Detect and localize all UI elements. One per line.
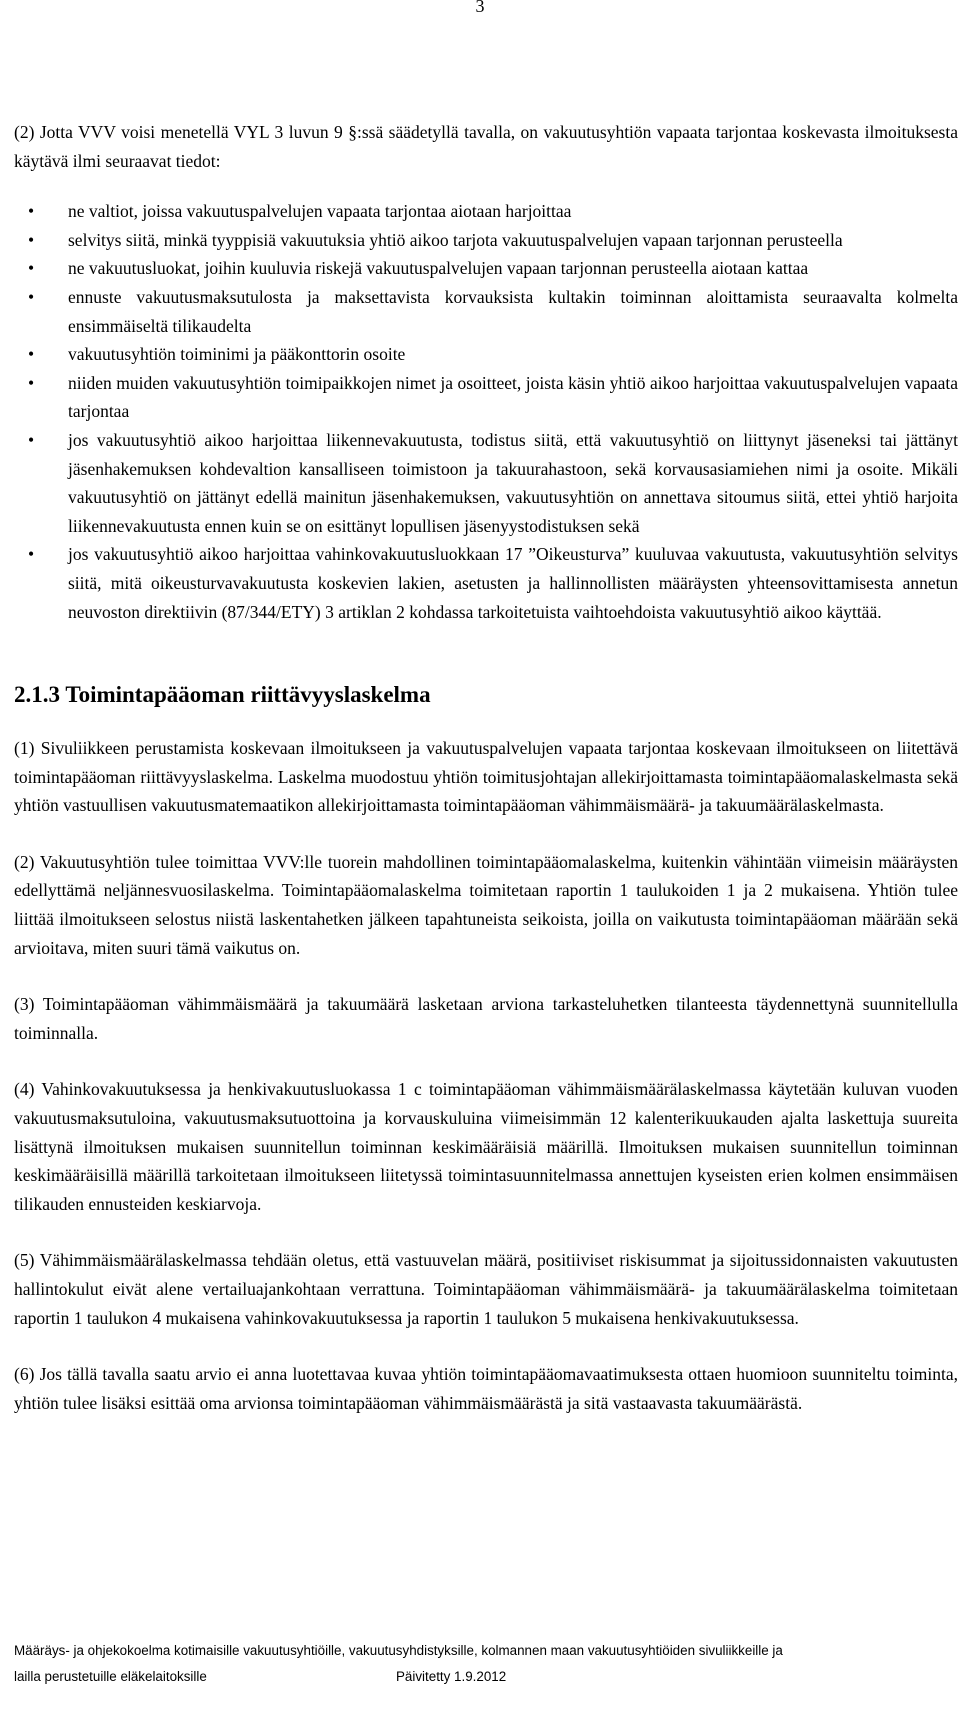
list-item-text: vakuutusyhtiön toiminimi ja pääkonttorin osoite <box>68 344 406 365</box>
list-item <box>14 254 958 283</box>
bullet-icon: • <box>28 344 35 365</box>
bullet-icon: • <box>28 286 35 307</box>
section-paragraph-3: (3) Toimintapääoman vähimmäismäärä ja takuumäärä lasketaan arviona tarkasteluhetken tilanteesta täydennettynä suunnitellulla toiminnalla. <box>14 994 958 1043</box>
list-item <box>14 226 958 255</box>
section-paragraph-4: (4) Vahinkovakuutuksessa ja henkivakuutusluokassa 1 c toimintapääoman vähimmäismäärälaskelmassa käytetään kuluvan vuoden vakuutusmaksutuloina, vakuutusmaksutuottoina ja korvauskuluina viimeisimmän 12 kalenterikuukauden ajalta laskettuja suureita lisättynä ilmoituksen mukaisen suunnitellun toiminnan keskimääräisiä määrillä. Ilmoituksen mukaisen suunnitellun toiminnan keskimääräisillä määrillä tarkoitetaan ilmoitukseen liitetyssä toimintasuunnitelmassa annettujen kyseisten erien kolmen ensimmäisen tilikauden ennusteiden keskiarvoja. <box>14 1079 958 1214</box>
footer-publisher: lailla perustetuille eläkelaitoksille <box>14 1669 207 1684</box>
footer-updated-date: Päivitetty 1.9.2012 <box>396 1669 507 1684</box>
intro-paragraph: (2) Jotta VVV voisi menetellä VYL 3 luvun 9 §:ssä säädetyllä tavalla, on vakuutusyhtiön vapaata tarjontaa koskevasta ilmoituksesta käytävä ilmi seuraavat tiedot: <box>14 122 958 171</box>
list-item-text: ne valtiot, joissa vakuutuspalvelujen vapaata tarjontaa aiotaan harjoittaa <box>68 201 572 222</box>
list-item <box>14 340 958 369</box>
footer-line-2 <box>14 1664 958 1690</box>
list-item <box>14 283 958 340</box>
document-body <box>0 118 960 1445</box>
list-item-text: ne vakuutusluokat, joihin kuuluvia riskejä vakuutuspalvelujen vapaan tarjonnan perusteella aiotaan kattaa <box>68 258 809 279</box>
list-item-text: ennuste vakuutusmaksutulosta ja maksettavista korvauksista kultakin toiminnan aloittamista seuraavalta kolmelta ensimmäiseltä tilikaudelta <box>68 286 958 336</box>
page-number: 3 <box>475 0 485 16</box>
list-item <box>14 426 958 540</box>
list-item-text: jos vakuutusyhtiö aikoo harjoittaa liikennevakuutusta, todistus siitä, että vakuutusyhtiö on liittynyt jäseneksi tai jättänyt jäsenhakemuksen kohdevaltion kansalliseen toimistoon ja takuurahastoon, sekä korvausasiamiehen nimi ja osoite. Mikäli vakuutusyhtiö on jättänyt edellä mainitun jäsenhakemuksen, vakuutusyhtiön on annettava sitoumus siitä, ettei yhtiö harjoita liikennevakuutusta ennen kuin se on esittänyt lopullisen jäsenyystodistuksen sekä <box>68 429 958 536</box>
bullet-icon: • <box>28 429 35 450</box>
bullet-icon: • <box>28 201 35 222</box>
page-footer <box>14 1638 958 1690</box>
footer-line-1: Määräys- ja ohjekokoelma kotimaisille vakuutusyhtiöille, vakuutusyhdistyksille, kolmannen maan vakuutusyhtiöiden sivuliikkeille ja <box>14 1643 783 1658</box>
list-item <box>14 369 958 426</box>
list-item-text: niiden muiden vakuutusyhtiön toimipaikkojen nimet ja osoitteet, joista käsin yhtiö aikoo harjoittaa vakuutuspalvelujen vapaata tarjontaa <box>68 372 958 422</box>
section-paragraph-5: (5) Vähimmäismäärälaskelmassa tehdään oletus, että vastuuvelan määrä, positiiviset riskisummat ja sijoitussidonnaisten vakuutusten hallintokulut eivät alene vertailuajankohtaan verrattuna. Toimintapääoman vähimmäismäärä- ja takuumäärälaskelma toimitetaan raportin 1 taulukon 4 mukaisena vahinkovakuutuksessa ja raportin 1 taulukon 5 mukaisena henkivakuutuksessa. <box>14 1250 958 1328</box>
section-paragraph-6: (6) Jos tällä tavalla saatu arvio ei anna luotettavaa kuvaa yhtiön toimintapääomavaatimuksesta ottaen huomioon suunniteltu toiminta, yhtiön tulee lisäksi esittää oma arvionsa toimintapääoman vähimmäismäärästä ja sitä vastaavasta takuumäärästä. <box>14 1364 958 1413</box>
list-item <box>14 197 958 226</box>
requirements-list <box>14 197 958 626</box>
list-item <box>14 540 958 626</box>
bullet-icon: • <box>28 544 35 565</box>
section-paragraph-2: (2) Vakuutusyhtiön tulee toimittaa VVV:lle tuorein mahdollinen toimintapääomalaskelma, kuitenkin vähintään viimeisin määräysten edellyttämä neljännesvuosilaskelma. Toimintapääomalaskelma toimitetaan raportin 1 taulukoiden 1 ja 2 mukaisena. Yhtiön tulee liittää ilmoitukseen selostus niistä laskentahetken jälkeen tapahtuneista seikoista, joilla on vaikutusta toimintapääoman määrään sekä arvioitava, miten suuri tämä vaikutus on. <box>14 851 958 958</box>
bullet-icon: • <box>28 372 35 393</box>
section-paragraph-1: (1) Sivuliikkeen perustamista koskevaan ilmoitukseen ja vakuutuspalvelujen vapaata tarjontaa koskevaan ilmoitukseen on liitettävä toimintapääoman riittävyyslaskelma. Laskelma muodostuu yhtiön toimitusjohtajan allekirjoittamasta toimintapääomalaskelmasta sekä yhtiön vastuullisen vakuutusmatemaatikon allekirjoittamasta toimintapääoman vähimmäismäärä- ja takuumäärälaskelmasta. <box>14 738 958 816</box>
bullet-icon: • <box>28 229 35 250</box>
section-heading: 2.1.3 Toimintapääoman riittävyyslaskelma <box>14 682 431 708</box>
list-item-text: selvitys siitä, minkä tyyppisiä vakuutuksia yhtiö aikoo tarjota vakuutuspalvelujen vapaan tarjonnan perusteella <box>68 229 843 250</box>
bullet-icon: • <box>28 258 35 279</box>
list-item-text: jos vakuutusyhtiö aikoo harjoittaa vahinkovakuutusluokkaan 17 ”Oikeusturva” kuuluvaa vakuutusta, vakuutusyhtiön selvitys siitä, mitä oikeusturvavakuutusta koskevien lakien, asetusten ja hallinnollisten määräysten yhteensovittamisesta annetun neuvoston direktiivin (87/344/ETY) 3 artiklan 2 kohdassa tarkoitetuista vaihtoehdoista vakuutusyhtiö aikoo käyttää. <box>68 544 958 622</box>
